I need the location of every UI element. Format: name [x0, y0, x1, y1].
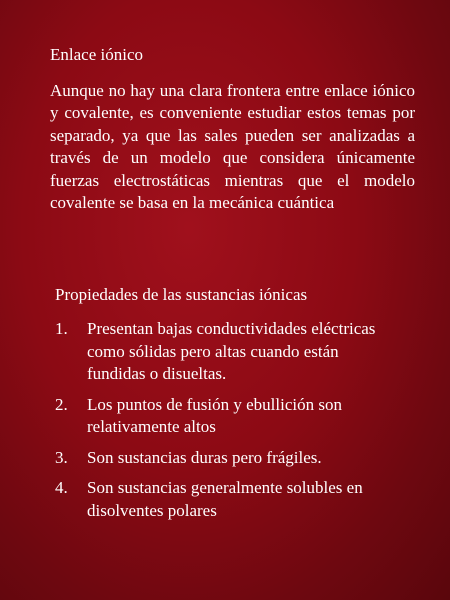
- list-item-number: 4.: [55, 478, 68, 497]
- list-item-text: Los puntos de fusión y ebullición son relativamente altos: [87, 394, 342, 436]
- list-item-text: Son sustancias duras pero frágiles.: [87, 447, 322, 467]
- list-item-number: 1.: [55, 319, 68, 338]
- list-item: [55, 318, 385, 386]
- list-item-number: 3.: [55, 447, 68, 467]
- list-item-text: Son sustancias generalmente solubles en disolventes polares: [87, 478, 363, 520]
- list-item: [55, 447, 385, 470]
- list-item: [55, 477, 385, 522]
- intro-paragraph: Aunque no hay una clara frontera entre enlace iónico y covalente, es conveniente estudiar estos temas por separado, ya que las sales pueden ser analizadas a través de un modelo que considera únicamente fuerzas electrostáticas mientras que el modelo covalente se basa en la mecánica cuántica: [50, 81, 415, 213]
- list-item: [55, 394, 385, 439]
- properties-title: Propiedades de las sustancias iónicas: [55, 285, 308, 304]
- list-item-text: Presentan bajas conductividades eléctricas como sólidas pero altas cuando están fundidas o disueltas.: [87, 319, 376, 383]
- properties-list: [55, 318, 385, 530]
- slide-heading: Enlace iónico: [50, 45, 143, 64]
- list-item-number: 2.: [55, 394, 68, 414]
